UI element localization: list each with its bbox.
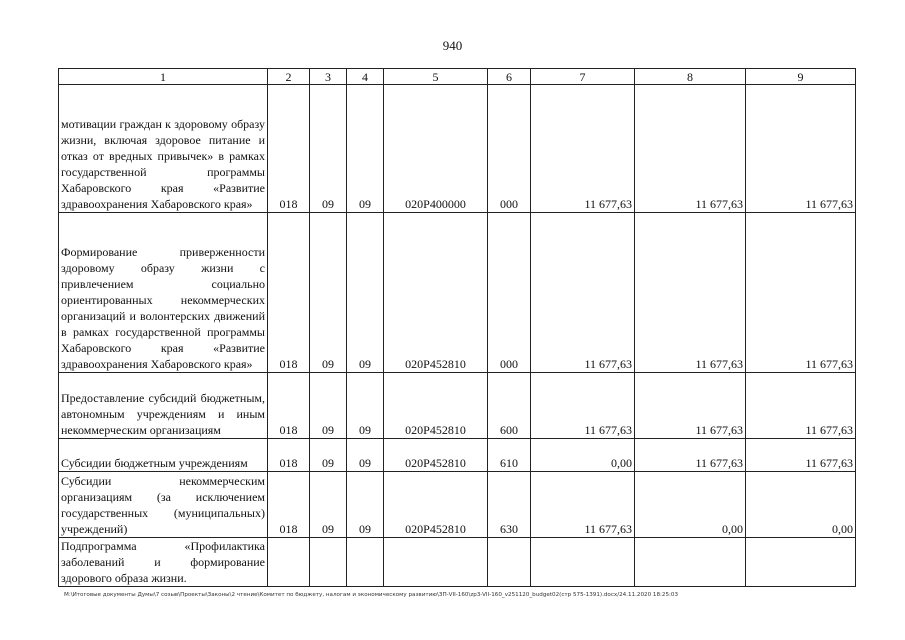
column-header: 3 <box>310 69 347 85</box>
page-number: 940 <box>442 38 463 53</box>
target-article-code <box>384 538 488 587</box>
amount-cell: 0,00 <box>531 439 635 472</box>
column-header: 1 <box>59 69 268 85</box>
amount-cell: 11 677,63 <box>746 439 856 472</box>
ministry-code: 018 <box>268 439 310 472</box>
amount-cell: 11 677,63 <box>635 373 746 439</box>
expense-type-code: 600 <box>488 373 531 439</box>
column-header: 9 <box>746 69 856 85</box>
row-description: Предоставление субсидий бюджетным, автономным учреждениям и иным некоммерческим организациям <box>59 373 268 439</box>
subsection-code: 09 <box>347 373 384 439</box>
table-row <box>59 213 856 373</box>
target-article-code: 020P452810 <box>384 439 488 472</box>
subsection-code <box>347 538 384 587</box>
amount-cell: 11 677,63 <box>531 373 635 439</box>
column-header: 4 <box>347 69 384 85</box>
subsection-code: 09 <box>347 439 384 472</box>
amount-cell: 11 677,63 <box>635 85 746 213</box>
section-code: 09 <box>310 439 347 472</box>
column-header: 6 <box>488 69 531 85</box>
expense-type-code <box>488 538 531 587</box>
target-article-code: 020P452810 <box>384 472 488 538</box>
table-row <box>59 538 856 587</box>
amount-cell: 0,00 <box>635 472 746 538</box>
amount-cell <box>531 538 635 587</box>
column-header: 5 <box>384 69 488 85</box>
amount-cell <box>746 538 856 587</box>
section-code: 09 <box>310 213 347 373</box>
column-header: 8 <box>635 69 746 85</box>
amount-cell: 11 677,63 <box>746 85 856 213</box>
row-description: Подпрограмма «Профилактика заболеваний и формирование здорового образа жизни. <box>59 538 268 587</box>
amount-cell: 11 677,63 <box>746 373 856 439</box>
column-header: 2 <box>268 69 310 85</box>
amount-cell: 11 677,63 <box>746 213 856 373</box>
column-header: 7 <box>531 69 635 85</box>
amount-cell: 11 677,63 <box>635 213 746 373</box>
ministry-code <box>268 538 310 587</box>
table-row <box>59 472 856 538</box>
table-row <box>59 373 856 439</box>
expense-type-code: 000 <box>488 213 531 373</box>
row-description: мотивации граждан к здоровому образу жизни, включая здоровое питание и отказ от вредных привычек» в рамках государственной программы Хабаровского края «Развитие здравоохранения Хабаровского края» <box>59 85 268 213</box>
amount-cell: 11 677,63 <box>531 213 635 373</box>
ministry-code: 018 <box>268 85 310 213</box>
target-article-code: 020P452810 <box>384 373 488 439</box>
ministry-code: 018 <box>268 373 310 439</box>
amount-cell <box>635 538 746 587</box>
amount-cell: 11 677,63 <box>531 472 635 538</box>
row-description: Формирование приверженности здоровому образу жизни с привлечением социально ориентированных некоммерческих организаций и волонтерских движений в рамках государственной программы Хабаровского края «Развитие здравоохранения Хабаровского края» <box>59 213 268 373</box>
expense-type-code: 630 <box>488 472 531 538</box>
section-code: 09 <box>310 472 347 538</box>
row-description: Субсидии бюджетным учреждениям <box>59 439 268 472</box>
target-article-code: 020P400000 <box>384 85 488 213</box>
ministry-code: 018 <box>268 213 310 373</box>
subsection-code: 09 <box>347 472 384 538</box>
subsection-code: 09 <box>347 213 384 373</box>
amount-cell: 11 677,63 <box>531 85 635 213</box>
header-row <box>59 69 856 85</box>
table-row <box>59 85 856 213</box>
row-description: Субсидии некоммерческим организациям (за исключением государственных (муниципальных) учреждений) <box>59 472 268 538</box>
ministry-code: 018 <box>268 472 310 538</box>
amount-cell: 11 677,63 <box>635 439 746 472</box>
section-code <box>310 538 347 587</box>
target-article-code: 020P452810 <box>384 213 488 373</box>
section-code: 09 <box>310 373 347 439</box>
subsection-code: 09 <box>347 85 384 213</box>
expense-type-code: 000 <box>488 85 531 213</box>
footer-file-path: M:\Итоговые документы Думы\7 созыв\Проекты\Законы\2 чтение\Комитет по бюджету, налогам и экономическому развитию\ЗП-VII-160\zp3-VII-160_v251120_budget02(стр 575-1391).docx/24.11.2020 18:25:03 <box>64 592 679 598</box>
budget-table <box>58 68 856 587</box>
section-code: 09 <box>310 85 347 213</box>
expense-type-code: 610 <box>488 439 531 472</box>
table-row <box>59 439 856 472</box>
amount-cell: 0,00 <box>746 472 856 538</box>
